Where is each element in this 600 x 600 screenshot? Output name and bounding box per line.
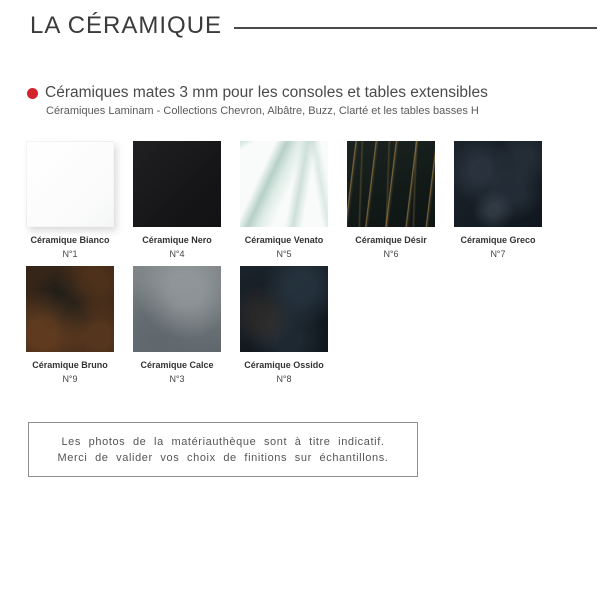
swatch-number: N°1 <box>62 249 78 259</box>
swatch-ceramique-bruno <box>26 266 114 384</box>
swatch-image-bruno <box>26 266 114 352</box>
swatch-ceramique-greco <box>454 141 542 259</box>
swatch-ceramique-nero <box>133 141 221 259</box>
swatch-image-calce <box>133 266 221 352</box>
disclaimer-box <box>28 422 418 477</box>
section-subheading: Céramiques Laminam - Collections Chevron, Albâtre, Buzz, Clarté et les tables basses H <box>46 105 479 117</box>
swatch-ceramique-venato <box>240 141 328 259</box>
swatch-name: Céramique Ossido <box>244 360 324 370</box>
swatch-name: Céramique Désir <box>355 235 427 245</box>
swatch-ceramique-bianco <box>26 141 114 259</box>
disclaimer-line-1: Les photos de la matériauthèque sont à titre indicatif. <box>61 435 385 448</box>
swatch-ceramique-calce <box>133 266 221 384</box>
swatch-image-bianco <box>26 141 114 227</box>
swatch-name: Céramique Nero <box>142 235 212 245</box>
section-heading-text: Céramiques mates 3 mm pour les consoles et tables extensibles <box>45 84 488 101</box>
section-heading <box>27 84 488 102</box>
swatch-name: Céramique Venato <box>244 235 324 245</box>
swatch-image-ossido <box>240 266 328 352</box>
swatch-number: N°8 <box>276 374 292 384</box>
swatch-ceramique-desir <box>347 141 435 259</box>
page-title: LA CÉRAMIQUE <box>30 12 223 39</box>
disclaimer-line-2: Merci de valider vos choix de finitions sur échantillons. <box>57 451 389 464</box>
swatch-name: Céramique Bruno <box>32 360 108 370</box>
red-bullet-icon <box>27 88 38 99</box>
title-rule-line <box>234 27 597 29</box>
swatch-number: N°4 <box>169 249 185 259</box>
swatch-number: N°9 <box>62 374 78 384</box>
swatch-image-venato <box>240 141 328 227</box>
swatch-image-nero <box>133 141 221 227</box>
swatch-name: Céramique Calce <box>140 360 214 370</box>
swatch-number: N°7 <box>490 249 506 259</box>
swatch-row-1 <box>26 141 542 259</box>
swatch-name: Céramique Bianco <box>30 235 110 245</box>
swatch-number: N°6 <box>383 249 399 259</box>
swatch-number: N°3 <box>169 374 185 384</box>
page-header <box>30 12 597 40</box>
swatch-name: Céramique Greco <box>460 235 536 245</box>
swatch-row-2 <box>26 266 328 384</box>
swatch-ceramique-ossido <box>240 266 328 384</box>
swatch-number: N°5 <box>276 249 292 259</box>
swatch-image-greco <box>454 141 542 227</box>
swatch-image-desir <box>347 141 435 227</box>
